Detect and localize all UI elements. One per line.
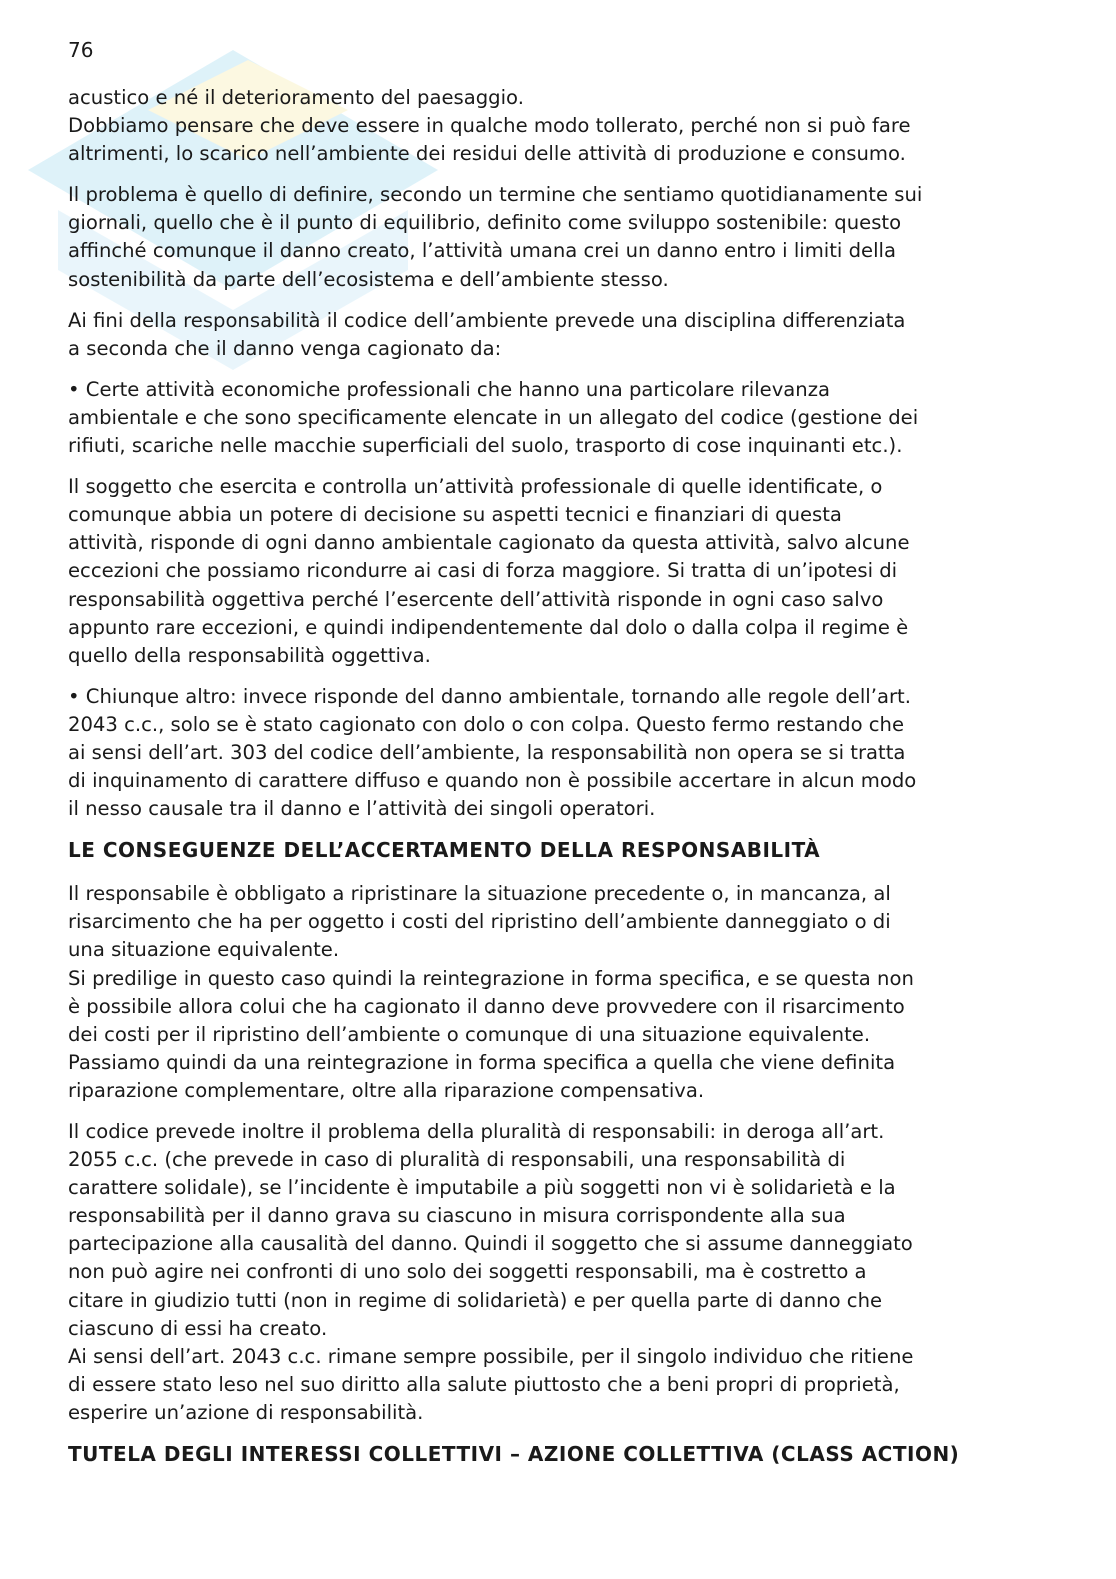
text-line: il nesso causale tra il danno e l’attività dei singoli operatori. [68, 797, 656, 821]
text-line: Ai sensi dell’art. 2043 c.c. rimane sempre possibile, per il singolo individuo che ritiene [68, 1344, 914, 1368]
text-line: carattere solidale), se l’incidente è imputabile a più soggetti non vi è solidarietà e la [68, 1176, 896, 1200]
paragraph [68, 112, 1058, 168]
text-line: 2043 c.c., solo se è stato cagionato con dolo o con colpa. Questo fermo restando che [68, 712, 905, 736]
page-number: 76 [68, 38, 94, 62]
text-line: responsabilità oggettiva perché l’esercente dell’attività risponde in ogni caso salvo [68, 587, 884, 611]
text-line: dei costi per il ripristino dell’ambiente o comunque di una situazione equivalente. [68, 1022, 871, 1046]
text-line: quello della responsabilità oggettiva. [68, 643, 431, 667]
text-line: riparazione complementare, oltre alla riparazione compensativa. [68, 1078, 705, 1102]
text-line: rifiuti, scariche nelle macchie superficiali del suolo, trasporto di cose inquinanti etc.). [68, 434, 903, 458]
text-line: Il problema è quello di definire, secondo un termine che sentiamo quotidianamente sui [68, 183, 923, 207]
text-line: Dobbiamo pensare che deve essere in qualche modo tollerato, perché non si può fare [68, 114, 911, 138]
document-body [68, 84, 1058, 1484]
text-line: acustico e né il deterioramento del paesaggio. [68, 86, 524, 109]
paragraph [68, 880, 1058, 1105]
text-line: di inquinamento di carattere diffuso e quando non è possibile accertare in alcun modo [68, 769, 917, 793]
text-line: non può agire nei confronti di uno solo dei soggetti responsabili, ma è costretto a [68, 1260, 867, 1284]
text-line: di essere stato leso nel suo diritto alla salute piuttosto che a beni propri di proprietà, [68, 1372, 900, 1396]
section-heading: LE CONSEGUENZE DELL’ACCERTAMENTO DELLA RESPONSABILITÀ [68, 838, 821, 863]
text-line: Ai fini della responsabilità il codice dell’ambiente prevede una disciplina differenziata [68, 308, 906, 332]
text-line: a seconda che il danno venga cagionato da: [68, 336, 502, 360]
paragraph [68, 307, 1058, 363]
text-line: Il responsabile è obbligato a ripristinare la situazione precedente o, in mancanza, al [68, 882, 891, 906]
text-line: comunque abbia un potere di decisione su aspetti tecnici e finanziari di questa [68, 503, 842, 527]
text-line: attività, risponde di ogni danno ambientale cagionato da questa attività, salvo alcune [68, 531, 910, 555]
text-line: giornali, quello che è il punto di equilibrio, definito come sviluppo sostenibile: questo [68, 211, 902, 235]
text-line: partecipazione alla causalità del danno. Quindi il soggetto che si assume danneggiato [68, 1232, 913, 1256]
text-line: esperire un’azione di responsabilità. [68, 1400, 424, 1424]
text-line: • Chiunque altro: invece risponde del danno ambientale, tornando alle regole dell’art. [68, 684, 911, 708]
text-line: citare in giudizio tutti (non in regime di solidarietà) e per quella parte di danno che [68, 1288, 883, 1312]
text-line: sostenibilità da parte dell’ecosistema e dell’ambiente stesso. [68, 267, 669, 291]
text-line: Il codice prevede inoltre il problema della pluralità di responsabili: in deroga all’art. [68, 1120, 885, 1143]
paragraph [68, 1118, 1058, 1427]
section-heading: TUTELA DEGLI INTERESSI COLLETTIVI – AZIONE COLLETTIVA (CLASS ACTION) [68, 1442, 960, 1467]
text-line: responsabilità per il danno grava su ciascuno in misura corrispondente alla sua [68, 1204, 846, 1228]
text-line: Il soggetto che esercita e controlla un’attività professionale di quelle identificate, o [68, 475, 883, 499]
text-line: ai sensi dell’art. 303 del codice dell’ambiente, la responsabilità non opera se si tratta [68, 740, 906, 764]
paragraph [68, 84, 1058, 112]
text-line: è possibile allora colui che ha cagionato il danno deve provvedere con il risarcimento [68, 994, 905, 1018]
text-line: • Certe attività economiche professionali che hanno una particolare rilevanza [68, 377, 831, 401]
paragraph [68, 181, 1058, 293]
text-line: risarcimento che ha per oggetto i costi del ripristino dell’ambiente danneggiato o di [68, 910, 891, 934]
text-line: appunto rare eccezioni, e quindi indipendentemente dal dolo o dalla colpa il regime è [68, 615, 909, 639]
text-line: 2055 c.c. (che prevede in caso di pluralità di responsabili, una responsabilità di [68, 1148, 846, 1172]
text-line: Si predilige in questo caso quindi la reintegrazione in forma specifica, e se questa non [68, 966, 914, 990]
paragraph [68, 683, 1058, 823]
text-line: altrimenti, lo scarico nell’ambiente dei residui delle attività di produzione e consumo. [68, 142, 906, 166]
text-line: eccezioni che possiamo ricondurre ai casi di forza maggiore. Si tratta di un’ipotesi di [68, 559, 898, 583]
paragraph [68, 376, 1058, 460]
text-line: una situazione equivalente. [68, 938, 340, 962]
text-line: affinché comunque il danno creato, l’attività umana crei un danno entro i limiti della [68, 239, 896, 263]
text-line: ciascuno di essi ha creato. [68, 1316, 328, 1340]
text-line: Passiamo quindi da una reintegrazione in forma specifica a quella che viene definita [68, 1050, 896, 1074]
text-line: ambientale e che sono specificamente elencate in un allegato del codice (gestione dei [68, 405, 919, 429]
paragraph [68, 473, 1058, 670]
